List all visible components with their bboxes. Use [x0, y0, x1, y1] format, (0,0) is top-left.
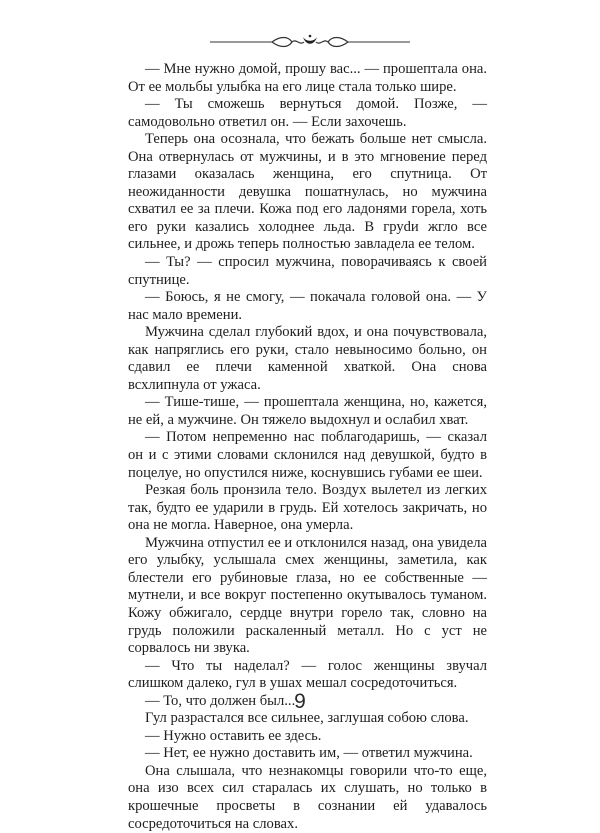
- paragraph: — Нет, ее нужно доставить им, — ответил мужчина.: [145, 745, 473, 762]
- paragraph: — Ты сможешь вернуться домой. Позже, — самодовольно ответил он. — Если захочешь.: [128, 96, 487, 130]
- paragraph: — Потом непременно нас поблагодаришь, — сказал он и с этими словами склонился над девушкой, будто в поцелуе, но опустился ниже, коснувшись губами ее шеи.: [128, 429, 487, 481]
- paragraph: Мужчина отпустил ее и отклонился назад, она увидела его улыбку, услышала смех женщины, заметила, как блестели его рубиновые глаза, но ее собственные — мутнели, и все вокруг постепенно окутывалось туманом. Кожу обжигало, сердце внутри горело так, словно на грудь положили раскаленный металл. Но с уст не сорвалось ни звука.: [128, 534, 487, 657]
- paragraph: — Боюсь, я не смогу, — покачала головой она. — У нас мало времени.: [128, 289, 487, 323]
- paragraph: Гул разрастался все сильнее, заглушая собою слова.: [145, 710, 469, 727]
- paragraph: — То, что должен был...: [145, 692, 296, 709]
- paragraph: Мужчина сделал глубокий вдох, и она почувствовала, как напряглись его руки, стало невыносимо больно, он сдавил ее плечи каменной хваткой. Она снова всхлипнула от ужаса.: [128, 324, 487, 393]
- paragraph: — Что ты наделал? — голос женщины звучал слишком далеко, гул в ушах мешал сосредоточиться.: [128, 657, 487, 692]
- ornament-divider-icon: [210, 32, 410, 52]
- paragraph: Она слышала, что незнакомцы говорили что-то еще, она изо всех сил старалась их слушать, но только в крошечные просветы в сознании ей удавалось сосредоточиться на словах.: [128, 762, 487, 832]
- page-body-text: [128, 61, 487, 833]
- paragraph: Теперь она осознала, что бежать больше нет смысла. Она отвернулась от мужчины, и в это мгновение перед глазами оказалась женщина, его спутница. От неожиданности девушка пошатнулась, но мужчина схватил ее за плечи. Кожа под его ладонями горела, хоть его руки казались холоднее льда. В груdи жгло все сильнее, и дрожь теперь полностью завладела ее телом.: [128, 131, 487, 253]
- paragraph: — Мне нужно домой, прошу вас... — прошептала она. От ее мольбы улыбка на его лице стала только шире.: [128, 61, 487, 95]
- paragraph: — Ты? — спросил мужчина, поворачиваясь к своей спутнице.: [128, 254, 487, 288]
- page-number: 9: [294, 690, 306, 713]
- paragraph: — Тише-тише, — прошептала женщина, но, кажется, не ей, а мужчине. Он тяжело выдохнул и ослабил хват.: [128, 394, 487, 428]
- paragraph: Резкая боль пронзила тело. Воздух вылетел из легких так, будто ее ударили в грудь. Ей хотелось закричать, но она не могла. Наверное, она умерла.: [128, 482, 487, 534]
- paragraph: — Нужно оставить ее здесь.: [145, 727, 322, 744]
